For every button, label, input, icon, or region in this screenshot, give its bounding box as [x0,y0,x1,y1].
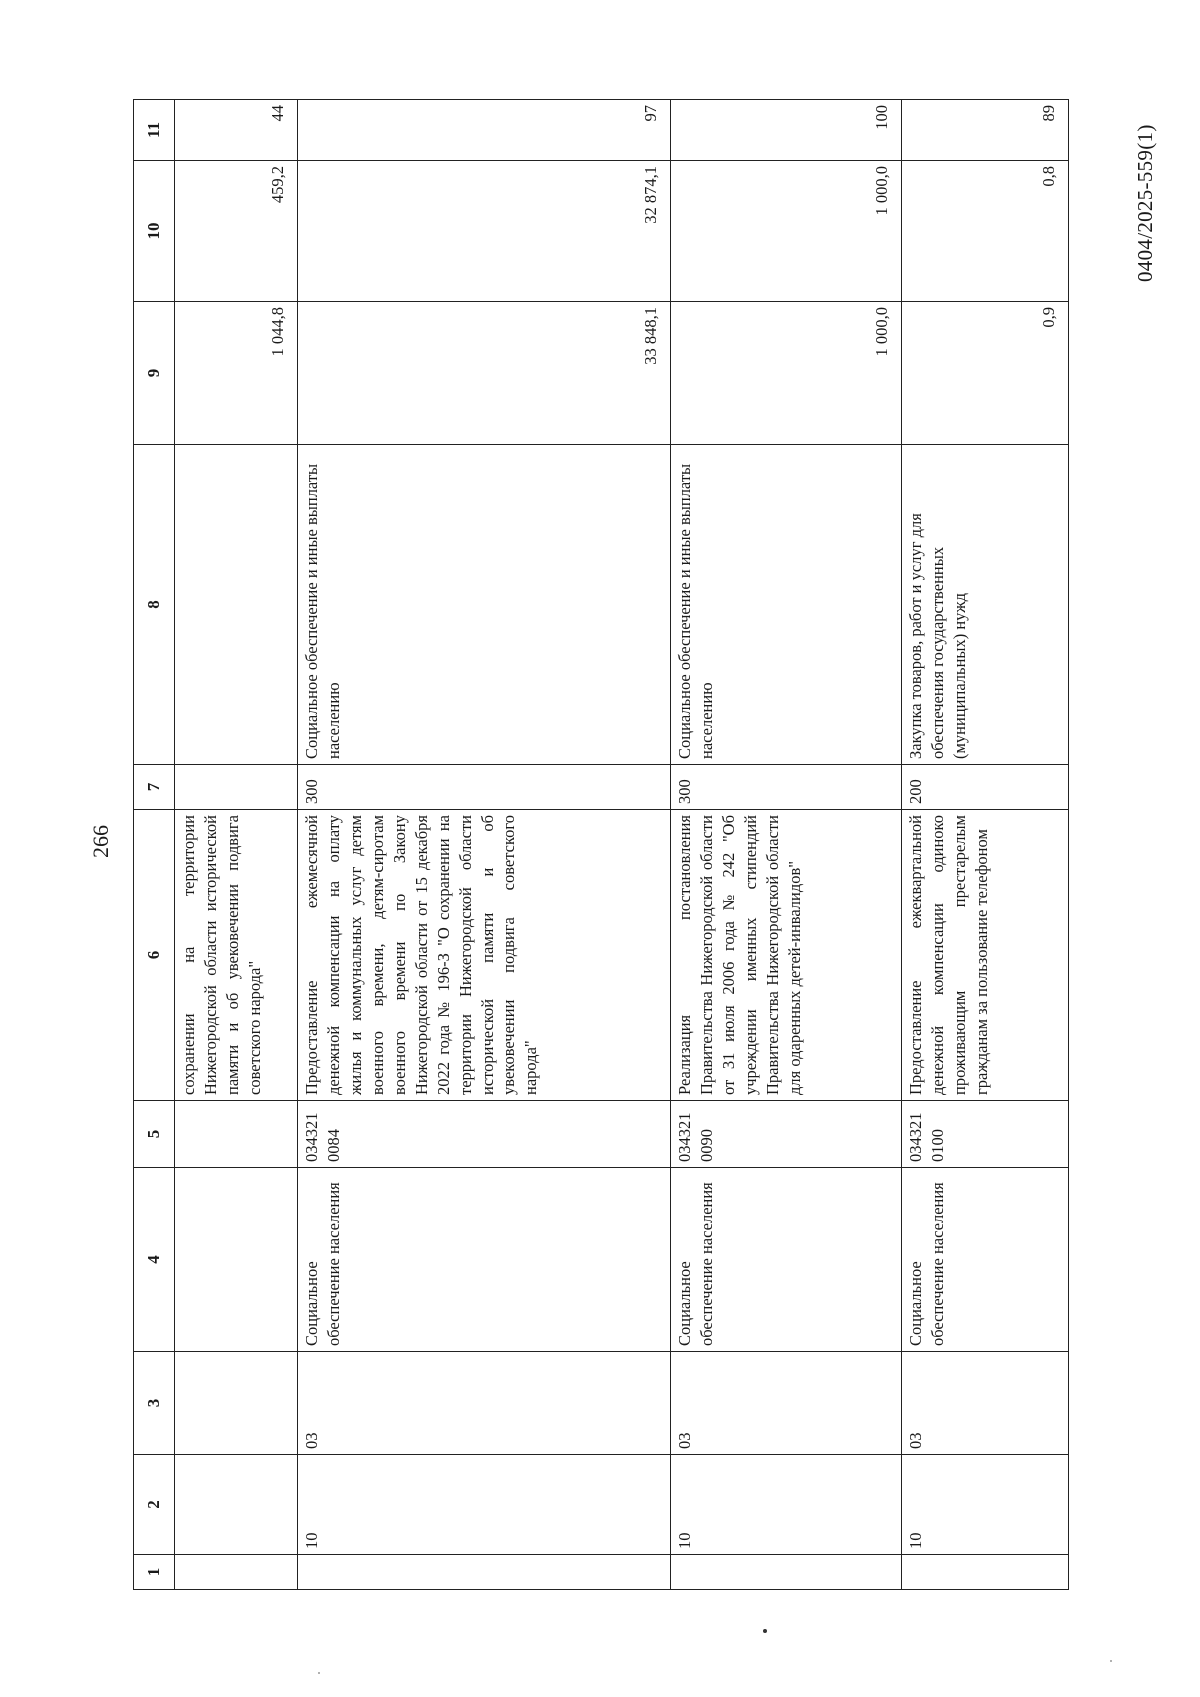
cell-col5: 034321 0090 [671,1101,902,1168]
header-cell: 10 [134,161,175,302]
cell-col11: 97 [298,100,671,161]
cell-col9: 33 848,1 [298,302,671,445]
cell-col6: Предоставление ежемесячной денежной компенсации на оплату жилья и коммунальных услуг детям военного времени, детям-сиротам военного времени по Закону Нижегородской области от 15 декабря 2022 года № 196-З "О сохранении на территории Нижегородской области исторической памяти и об увековечении подвига советского народа" [298,810,671,1101]
cell-col4: Социальное обеспечение населения [298,1168,671,1352]
header-cell: 2 [134,1455,175,1555]
cell-col7: 200 [902,765,1069,810]
cell-col2: 10 [298,1455,671,1555]
table-header-row [134,100,175,1590]
cell-col5 [175,1101,298,1168]
cell-col8: Закупка товаров, работ и услуг для обеспечения государственных (муниципальных) нужд [902,445,1069,765]
budget-table [133,99,1069,1590]
cell-col7: 300 [671,765,902,810]
cell-col8: Социальное обеспечение и иные выплаты населению [671,445,902,765]
table-row [298,100,671,1590]
cell-col2 [175,1455,298,1555]
scan-speck [318,1672,320,1674]
cell-col11: 100 [671,100,902,161]
scan-dot [763,1629,767,1633]
cell-col3: 03 [902,1352,1069,1455]
cell-col7: 300 [298,765,671,810]
cell-col6: Предоставление ежеквартальной денежной компенсации одиноко проживающим престарелым гражданам за пользование телефоном [902,810,1069,1101]
cell-col2: 10 [671,1455,902,1555]
budget-table-rotated [133,100,1061,1590]
page-number: 266 [88,825,113,858]
cell-col6: сохранении на территории Нижегородской области исторической памяти и об увековечении подвига советского народа" [175,810,298,1101]
header-cell: 9 [134,302,175,445]
cell-col4: Социальное обеспечение населения [671,1168,902,1352]
document-code: 0404/2025-559(1) [1133,124,1157,282]
header-cell: 4 [134,1168,175,1352]
cell-col11: 44 [175,100,298,161]
cell-col4 [175,1168,298,1352]
header-cell: 7 [134,765,175,810]
cell-col4: Социальное обеспечение населения [902,1168,1069,1352]
table-row [671,100,902,1590]
cell-col5: 034321 0100 [902,1101,1069,1168]
cell-col1 [902,1555,1069,1590]
cell-col5: 034321 0084 [298,1101,671,1168]
header-cell: 3 [134,1352,175,1455]
cell-col1 [175,1555,298,1590]
cell-col1 [671,1555,902,1590]
cell-col9: 1 044,8 [175,302,298,445]
header-cell: 11 [134,100,175,161]
cell-col3 [175,1352,298,1455]
cell-col3: 03 [671,1352,902,1455]
cell-col8: Социальное обеспечение и иные выплаты населению [298,445,671,765]
cell-col10: 0,8 [902,161,1069,302]
header-cell: 5 [134,1101,175,1168]
cell-col7 [175,765,298,810]
table-row [902,100,1069,1590]
cell-col2: 10 [902,1455,1069,1555]
table-row [175,100,298,1590]
cell-col6: Реализация постановления Правительства Нижегородской области от 31 июля 2006 года № 242 "Об учреждении именных стипендий Правительства Нижегородской области для одаренных детей-инвалидов" [671,810,902,1101]
cell-col3: 03 [298,1352,671,1455]
cell-col9: 0,9 [902,302,1069,445]
cell-col11: 89 [902,100,1069,161]
header-cell: 8 [134,445,175,765]
cell-col10: 1 000,0 [671,161,902,302]
cell-col10: 32 874,1 [298,161,671,302]
header-cell: 1 [134,1555,175,1590]
header-cell: 6 [134,810,175,1101]
cell-col8 [175,445,298,765]
cell-col9: 1 000,0 [671,302,902,445]
scan-speck [1110,1660,1112,1662]
cell-col1 [298,1555,671,1590]
cell-col10: 459,2 [175,161,298,302]
